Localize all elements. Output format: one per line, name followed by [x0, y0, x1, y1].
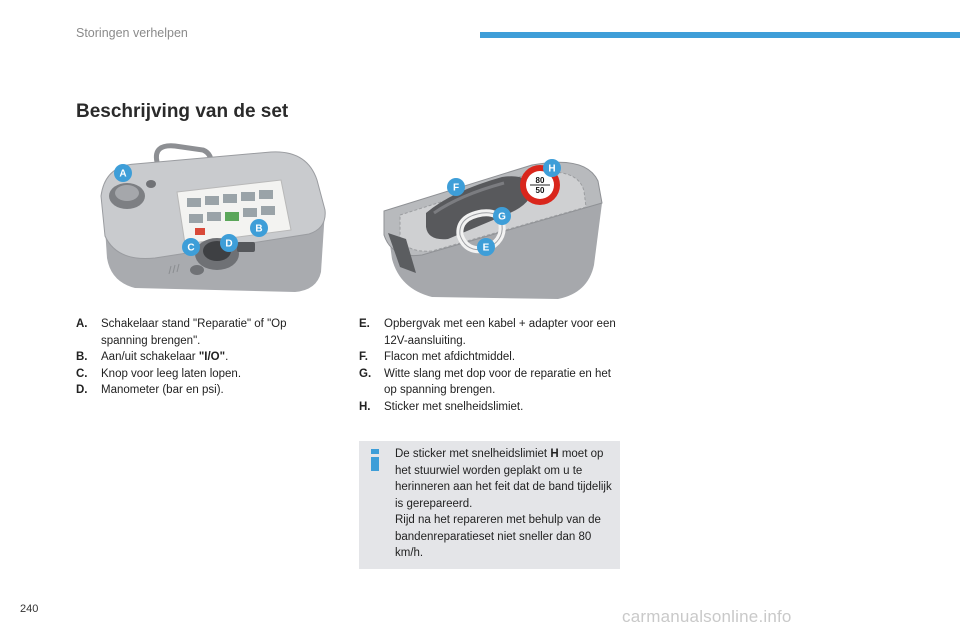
svg-text:F: F: [452, 182, 460, 194]
callout-C: [182, 238, 200, 256]
item-text: Schakelaar stand "Reparatie" of "Op spanning brengen".: [101, 318, 287, 347]
watermark: carmanualsonline.info: [622, 607, 792, 626]
item-key: F.: [359, 351, 368, 363]
item-text: Manometer (bar en psi).: [101, 384, 224, 396]
header-accent-bar: [480, 32, 960, 38]
description-list-right: [359, 316, 621, 415]
svg-text:D: D: [225, 238, 233, 250]
list-item: [359, 399, 621, 416]
storage-case-illustration: [382, 155, 622, 305]
list-item: [76, 349, 316, 366]
compressor-illustration: [95, 140, 335, 300]
list-item: [76, 382, 316, 399]
svg-text:E: E: [482, 242, 490, 254]
svg-text:H: H: [548, 163, 556, 175]
info-line1-strong: H: [550, 448, 559, 460]
item-text: Aan/uit schakelaar: [101, 351, 199, 363]
callout-F: [447, 178, 465, 196]
list-item: [359, 366, 621, 399]
item-text: Witte slang met dop voor de reparatie en het op spanning brengen.: [384, 367, 611, 396]
info-line1-after: moet op het stuurwiel worden geplakt om u te herinneren aan het feit dat de band tijdelijk is gerepareerd.: [395, 448, 612, 510]
item-text: Flacon met afdichtmiddel.: [384, 351, 516, 363]
callout-G: [493, 207, 511, 225]
svg-text:B: B: [255, 223, 263, 235]
item-key: D.: [76, 384, 88, 396]
info-icon: [369, 449, 381, 471]
item-key: E.: [359, 318, 370, 330]
item-after: .: [225, 351, 229, 363]
list-item: [76, 366, 316, 383]
description-list-left: [76, 316, 316, 399]
item-strong: "I/O": [198, 351, 226, 363]
svg-text:A: A: [119, 168, 127, 180]
callout-A: [114, 164, 132, 182]
section-title: Beschrijving van de set: [76, 101, 289, 122]
callout-D: [220, 234, 238, 252]
info-text: [395, 446, 613, 562]
item-text: Knop voor leeg laten lopen.: [101, 367, 242, 380]
list-item: [359, 349, 621, 366]
sticker-bottom-value: 50: [535, 186, 545, 195]
item-key: C.: [76, 367, 88, 380]
item-text: Opbergvak met een kabel + adapter voor een 12V-aansluiting.: [384, 318, 616, 347]
item-key: H.: [359, 400, 371, 413]
item-key: B.: [76, 351, 88, 363]
info-box: [359, 441, 620, 569]
info-line1-before: De sticker met snelheidslimiet: [395, 448, 551, 460]
svg-text:G: G: [498, 211, 506, 223]
list-item: [359, 316, 621, 349]
callout-B: [250, 219, 268, 237]
svg-text:C: C: [187, 242, 195, 254]
info-line2: Rijd na het repareren met behulp van de bandenreparatieset niet sneller dan 80 km/h.: [395, 514, 601, 559]
header-title: Storingen verhelpen: [76, 26, 188, 40]
list-item: [76, 316, 316, 349]
callout-E: [477, 238, 495, 256]
item-key: A.: [76, 318, 88, 330]
page-number: 240: [20, 603, 39, 615]
sticker-top-value: 80: [535, 176, 545, 185]
item-key: G.: [359, 367, 372, 380]
item-text: Sticker met snelheidslimiet.: [384, 400, 524, 413]
callout-H: [543, 159, 561, 177]
